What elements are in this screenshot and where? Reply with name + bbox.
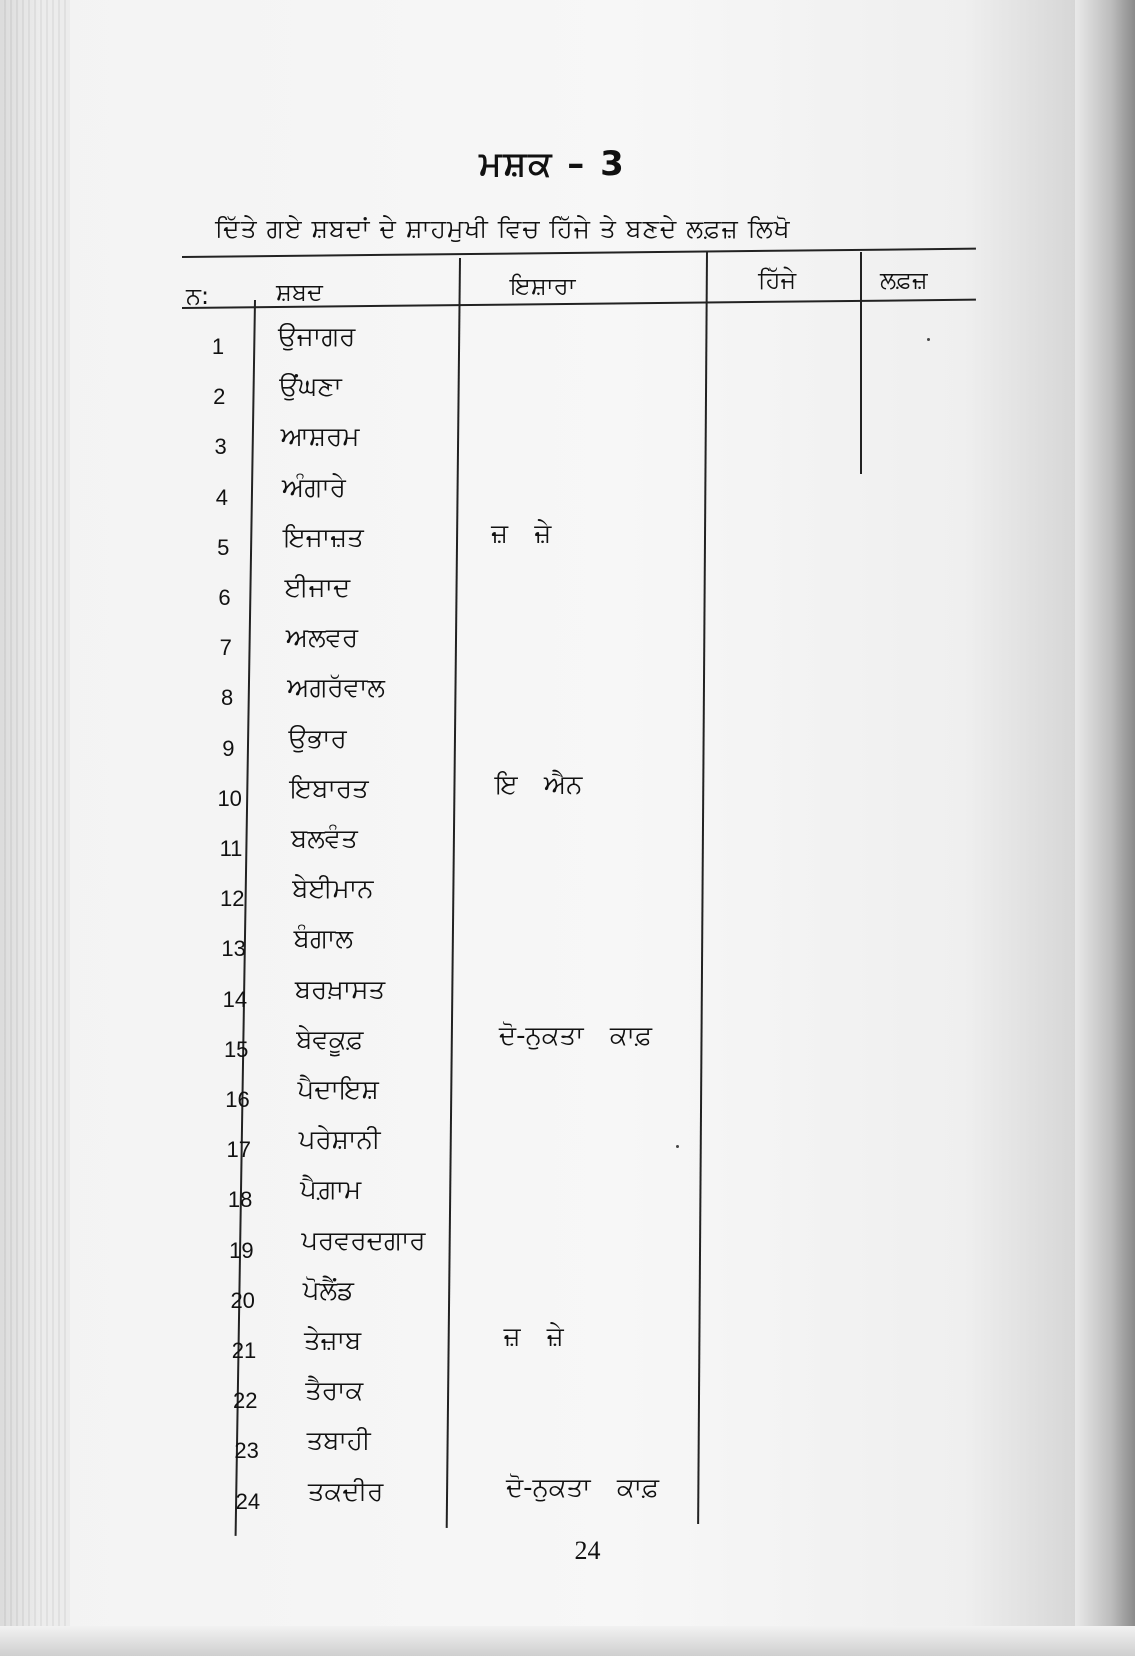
- row-word: ਪਰਵਰਦਗਾਰ: [301, 1225, 426, 1256]
- row-hint: ਇ ਐਨ: [495, 769, 583, 800]
- row-word: ਤਕਦੀਰ: [307, 1476, 384, 1507]
- row-word: ਬੇਵਕੂਫ਼: [296, 1024, 364, 1055]
- column-header-lafz: ਲਫ਼ਜ਼: [880, 266, 928, 294]
- row-word: ਅੰਗਾਰੇ: [281, 472, 346, 503]
- row-hint: ਦੋ-ਨੁਕਤਾ ਕਾਫ਼: [498, 1020, 653, 1051]
- row-word: ਬਰਖ਼ਾਸਤ: [294, 974, 386, 1005]
- book-spine-shadow: [1075, 0, 1135, 1656]
- column-header-spelling: ਹਿੱਜੇ: [758, 266, 797, 294]
- row-number: 18: [227, 1187, 253, 1213]
- row-number: 8: [220, 685, 234, 711]
- exercise-heading: ਮਸ਼ਕ – 3: [479, 144, 626, 184]
- row-word: ਉਜਾਗਰ: [278, 322, 356, 352]
- column-divider-4: [860, 252, 862, 474]
- row-word: ਪੈਦਾਇਸ਼: [297, 1075, 379, 1105]
- column-header-number: ਨ:: [186, 282, 210, 310]
- row-word: ਤੈਰਾਕ: [305, 1376, 364, 1407]
- row-number: 20: [230, 1287, 255, 1313]
- row-word: ਇਜਾਜ਼ਤ: [283, 522, 364, 553]
- page-stack-edge: [0, 0, 70, 1656]
- row-hint: ਦੋ-ਨੁਕਤਾ ਕਾਫ਼: [505, 1472, 660, 1503]
- row-number: 21: [231, 1338, 257, 1363]
- row-word: ਈਜਾਦ: [284, 573, 351, 603]
- row-number: 19: [229, 1237, 254, 1263]
- row-number: 22: [233, 1388, 258, 1414]
- page-number: 24: [574, 1536, 601, 1565]
- row-number: 12: [220, 886, 245, 912]
- row-number: 9: [222, 735, 235, 761]
- row-number: 4: [215, 484, 229, 510]
- row-number: 13: [221, 936, 246, 962]
- row-word: ਅਲਵਰ: [285, 623, 359, 654]
- row-word: ਤੇਜ਼ਾਬ: [304, 1326, 362, 1356]
- row-word: ਉਭਾਰ: [288, 723, 347, 754]
- row-word: ਬੇਈਮਾਨ: [292, 874, 374, 905]
- row-number: 6: [218, 585, 231, 610]
- row-word: ਆਸ਼ਰਮ: [280, 422, 360, 453]
- speck: [927, 338, 930, 341]
- row-number: 24: [235, 1488, 261, 1514]
- row-number: 1: [211, 334, 225, 359]
- row-hint: ਜ਼ ਜ਼ੇ: [491, 518, 552, 549]
- row-word: ਪਰੇਸ਼ਾਨੀ: [298, 1125, 381, 1156]
- speck: [676, 1145, 679, 1148]
- row-word: ਉਂਘਣਾ: [279, 372, 342, 403]
- row-number: 17: [226, 1137, 252, 1163]
- row-hint: ਜ਼ ਜ਼ੇ: [503, 1322, 564, 1352]
- row-word: ਤਬਾਹੀ: [306, 1426, 371, 1457]
- row-number: 7: [219, 635, 232, 661]
- row-word: ਅਗਰੱਵਾਲ: [287, 673, 385, 704]
- row-word: ਬਲਵੰਤ: [291, 824, 358, 854]
- row-number: 15: [223, 1036, 249, 1062]
- row-number: 10: [217, 785, 242, 811]
- column-header-word: ਸ਼ਬਦ: [276, 278, 323, 306]
- row-number: 2: [213, 384, 226, 410]
- page-bottom-edge: [0, 1626, 1135, 1656]
- row-number: 14: [222, 986, 248, 1012]
- row-word: ਪੈਗ਼ਾਮ: [300, 1175, 362, 1206]
- row-number: 3: [214, 434, 227, 460]
- row-number: 11: [219, 836, 243, 861]
- column-header-hint: ਇਸ਼ਾਰਾ: [510, 272, 576, 300]
- row-word: ਬੰਗਾਲ: [293, 924, 353, 955]
- exercise-instruction: ਦਿੱਤੇ ਗਏ ਸ਼ਬਦਾਂ ਦੇ ਸ਼ਾਹਮੁਖੀ ਵਿਚ ਹਿੱਜੇ ਤੇ ਬਣਦੇ ਲਫ਼ਜ਼ ਲਿਖੋ: [215, 214, 791, 243]
- row-word: ਇਬਾਰਤ: [289, 773, 369, 804]
- row-word: ਪੋਲੈਂਡ: [302, 1275, 354, 1306]
- row-number: 23: [234, 1438, 259, 1464]
- row-number: 16: [225, 1087, 250, 1112]
- row-number: 5: [217, 534, 230, 560]
